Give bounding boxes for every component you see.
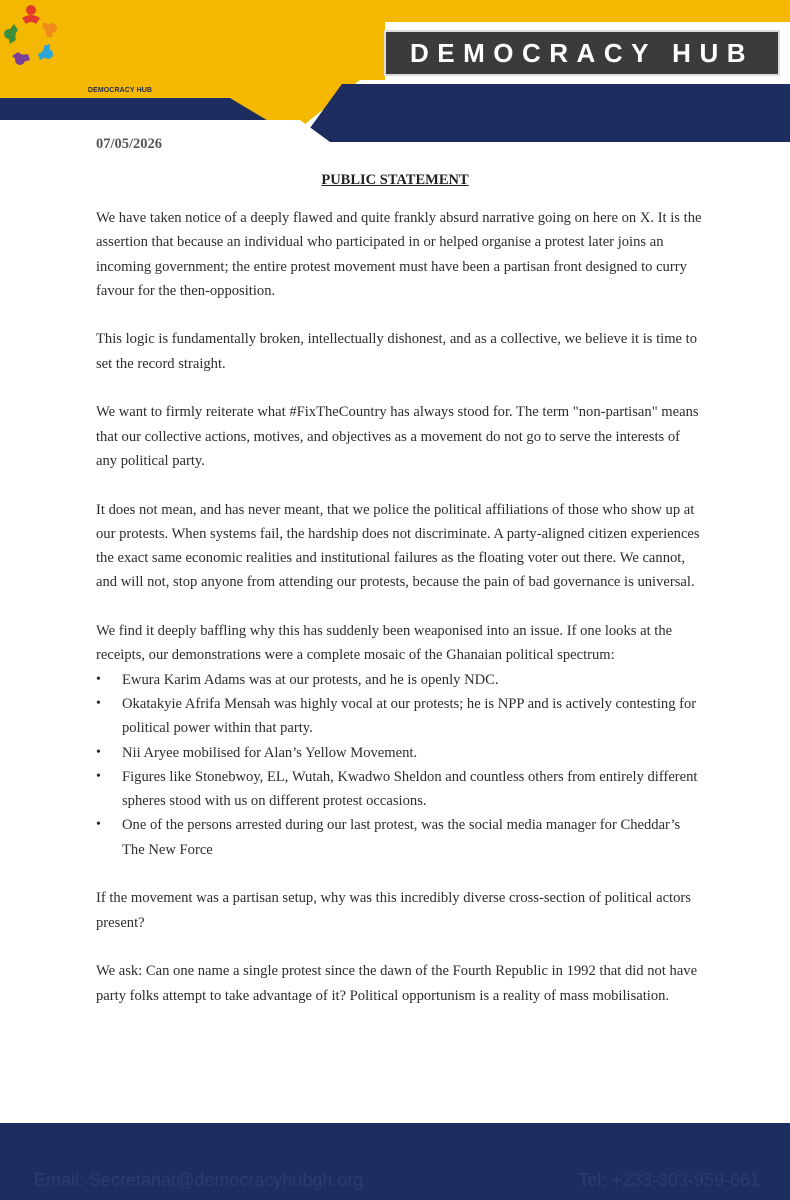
statement-body <box>96 206 702 1032</box>
democracy-hub-logo-icon <box>0 0 62 78</box>
footer-telephone: Tel: +233-303-959-661 <box>578 1170 760 1190</box>
logo-text: DEMOCRACY HUB <box>87 87 153 94</box>
list-item: • Nii Aryee mobilised for Alan’s Yellow Movement. <box>120 741 702 765</box>
paragraph: We have taken notice of a deeply flawed and quite frankly absurd narrative going on here on X. It is the assertion that because an individual who participated in or helped organise a protest later joins an incoming government; the entire protest movement must have been a partisan front designed to curry favour for the then-opposition. <box>96 210 702 299</box>
paragraph: This logic is fundamentally broken, intellectually dishonest, and as a collective, we believe it is time to set the record straight. <box>96 331 698 372</box>
paragraph: If the movement was a partisan setup, why was this incredibly diverse cross-section of political actors present? <box>96 890 691 931</box>
bullet-list <box>96 668 702 862</box>
statement-heading: PUBLIC STATEMENT <box>321 172 469 188</box>
paragraph: We find it deeply baffling why this has suddenly been weaponised into an issue. If one looks at the receipts, our demonstrations were a complete mosaic of the Ghanaian political spectrum: <box>96 623 673 664</box>
organization-title-banner <box>384 30 780 76</box>
list-item: • Ewura Karim Adams was at our protests, and he is openly NDC. <box>120 668 702 692</box>
letterhead <box>0 0 790 145</box>
list-item: • Okatakyie Afrifa Mensah was highly vocal at our protests; he is NPP and is actively contesting for political power within that party. <box>120 692 702 741</box>
paragraph: It does not mean, and has never meant, that we police the political affiliations of those who show up at our protests. When systems fail, the hardship does not discriminate. A party-aligned citizen experiences the exact same economic realities and institutional failures as the floating voter out there. We cannot, and will not, stop anyone from attending our protests, because the pain of bad governance is universal. <box>96 501 700 591</box>
footer-email: Email: Secretariat@democracyhubgh.org <box>34 1170 364 1190</box>
list-item: • Figures like Stonebwoy, EL, Wutah, Kwadwo Sheldon and countless others from entirely different spheres stood with us on different protest occasions. <box>120 765 702 814</box>
list-item: • One of the persons arrested during our last protest, was the social media manager for Cheddar’s The New Force <box>120 813 702 862</box>
statement-date: 07/05/2026 <box>96 136 163 152</box>
organization-title: DEMOCRACY HUB <box>409 37 755 68</box>
paragraph: We ask: Can one name a single protest since the dawn of the Fourth Republic in 1992 that did not have party folks attempt to take advantage of it? Political opportunism is a reality of mass mobilisation. <box>96 963 698 1004</box>
paragraph: We want to firmly reiterate what #FixTheCountry has always stood for. The term "non-partisan" means that our collective actions, motives, and objectives as a movement do not go to serve the interests of any political party. <box>96 404 699 469</box>
